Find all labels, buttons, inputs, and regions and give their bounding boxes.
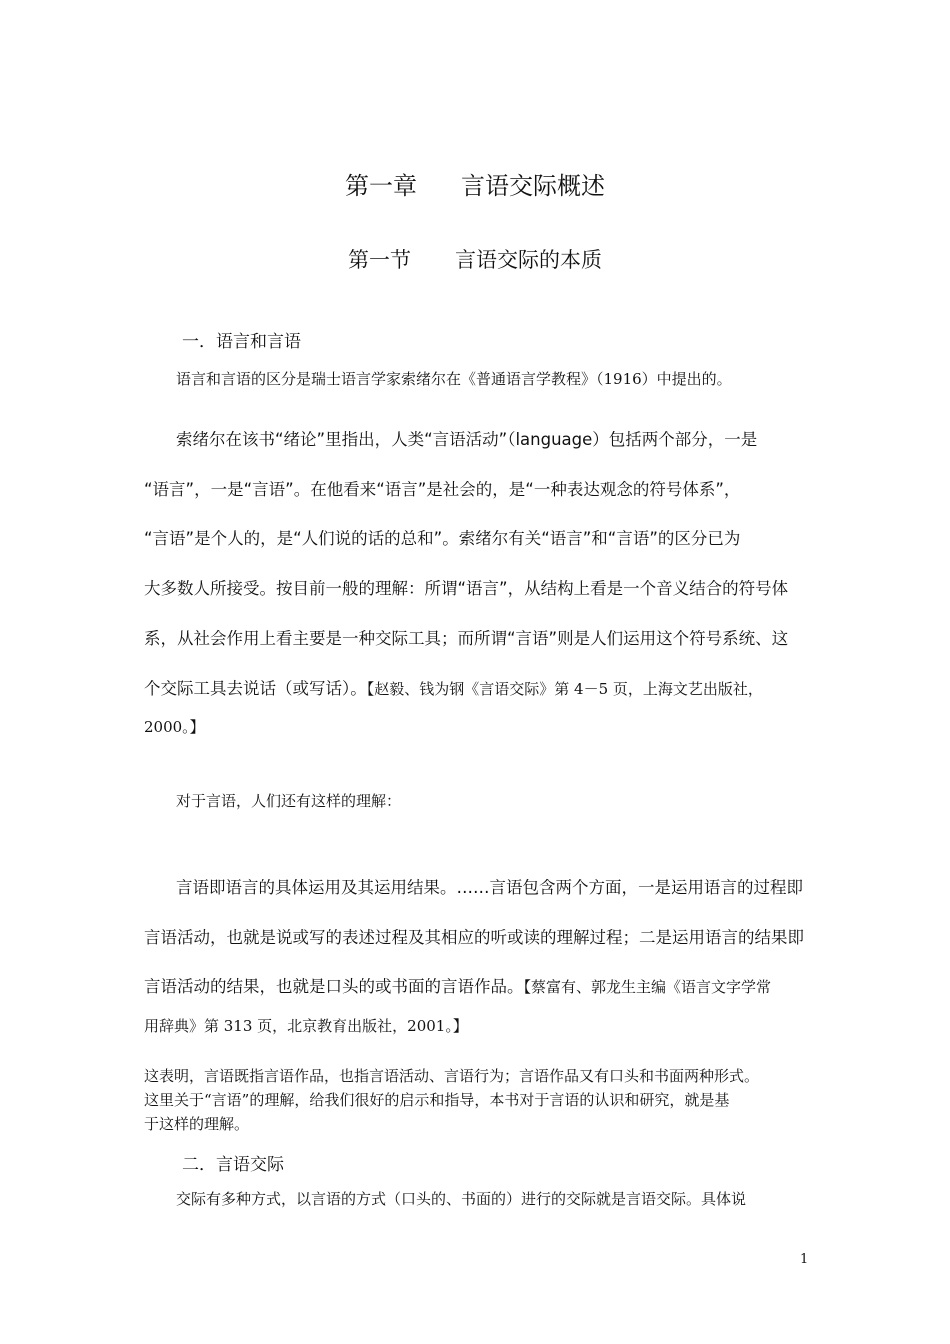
quote-line: 系，从社会作用上看主要是一种交际工具；而所谓“言语”则是人们运用这个符号系统、这: [144, 629, 789, 648]
quote-line: “语言”，一是“言语”。在他看来“语言”是社会的，是“一种表达观念的符号体系”，: [144, 480, 741, 499]
paragraph-line: 这里关于“言语”的理解，给我们很好的启示和指导，本书对于言语的认识和研究，就是基: [144, 1091, 730, 1109]
quote-line: “言语”是个人的，是“人们说的话的总和”。索绪尔有关“语言”和“言语”的区分已为: [144, 529, 741, 548]
citation: 【赵毅、钱为钢《言语交际》第 4－5 页，上海文艺出版社，: [366, 680, 763, 698]
quote-line: 索绪尔在该书“绪论”里指出，人类“言语活动”（language）包括两个部分，一是: [176, 430, 758, 449]
paragraph-communication: 交际有多种方式，以言语的方式（口头的、书面的）进行的交际就是言语交际。具体说: [176, 1190, 747, 1208]
quote-text: 言语活动的结果，也就是口头的或书面的言语作品。: [144, 977, 524, 996]
quote-line: [144, 675, 763, 699]
chapter-number: 第一章: [345, 172, 417, 200]
quote-line: [144, 973, 771, 997]
heading-language-and-speech: 一．语言和言语: [182, 332, 301, 352]
heading-verbal-communication: 二．言语交际: [182, 1155, 284, 1175]
paragraph-line: 于这样的理解。: [144, 1115, 250, 1133]
paragraph-line: 这表明，言语既指言语作品，也指言语活动、言语行为；言语作品又有口头和书面两种形式。: [144, 1067, 760, 1085]
section-title: [0, 244, 950, 274]
paragraph-intro: 语言和言语的区分是瑞士语言学家索绪尔在《普通语言学教程》（1916）中提出的。: [176, 370, 732, 388]
quote-line: 言语即语言的具体运用及其运用结果。……言语包含两个方面，一是运用语言的过程即: [176, 878, 803, 897]
citation-continued: 用辞典》第 313 页，北京教育出版社，2001。】: [144, 1017, 468, 1035]
quote-line: 言语活动，也就是说或写的表述过程及其相应的听或读的理解过程；二是运用语言的结果即: [144, 928, 804, 947]
citation-continued: 2000。】: [144, 718, 205, 736]
citation: 【蔡富有、郭龙生主编《语言文字学常: [523, 978, 772, 996]
section-number: 第一节: [348, 248, 411, 272]
chapter-title: [0, 166, 950, 201]
quote-line: 大多数人所接受。按目前一般的理解：所谓“语言”，从结构上看是一个音义结合的符号体: [144, 579, 789, 598]
page-number: 1: [800, 1252, 809, 1267]
chapter-name: 言语交际概述: [461, 172, 605, 200]
section-name: 言语交际的本质: [455, 248, 602, 272]
paragraph-another-understanding: 对于言语，人们还有这样的理解：: [176, 792, 402, 810]
quote-text: 个交际工具去说话（或写话）。: [144, 679, 367, 698]
